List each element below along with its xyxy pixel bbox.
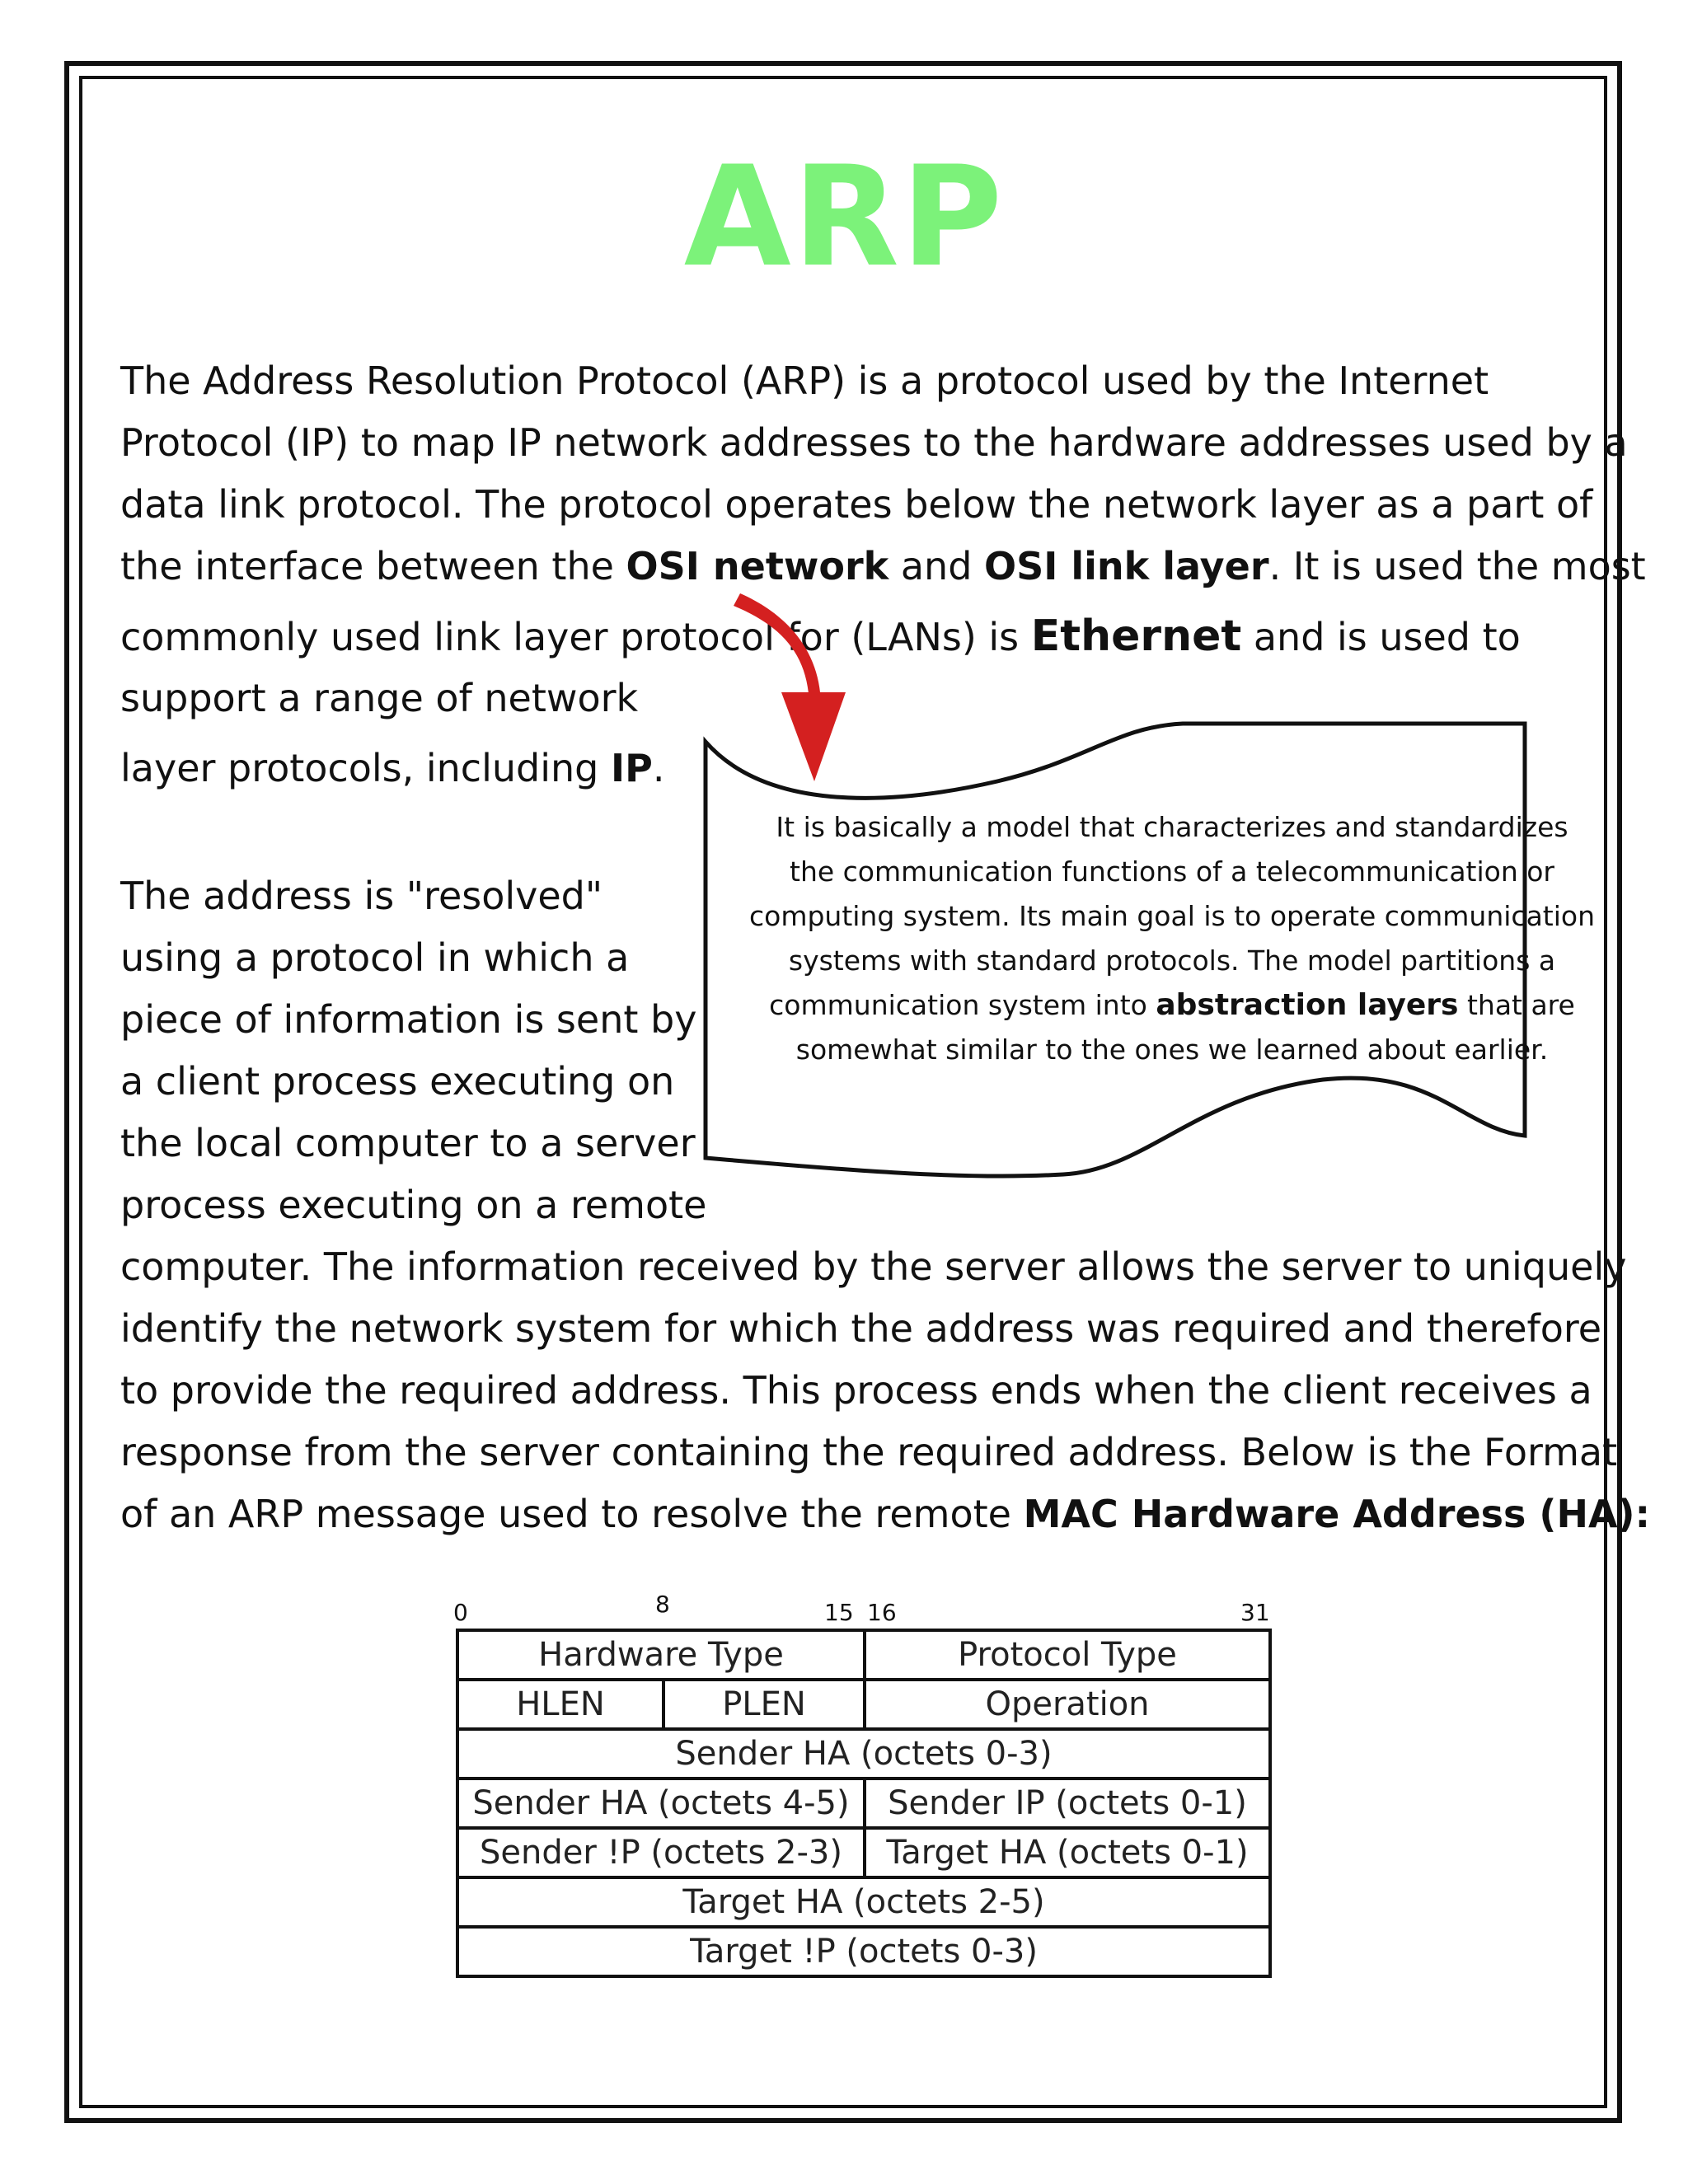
bit-label-16: 16 bbox=[867, 1599, 897, 1626]
protocol-type-cell: Protocol Type bbox=[865, 1630, 1270, 1680]
sender-ip-0-1-cell: Sender IP (octets 0-1) bbox=[865, 1779, 1270, 1828]
bit-label-8: 8 bbox=[655, 1591, 670, 1618]
callout-text-part: communication system into bbox=[769, 989, 1156, 1021]
bit-label-15: 15 bbox=[824, 1599, 854, 1626]
sender-ip-2-3-cell: Sender !P (octets 2-3) bbox=[457, 1828, 865, 1877]
resolved-line-3: piece of information is sent by bbox=[120, 997, 697, 1042]
intro-line-3: data link protocol. The protocol operates below the network layer as a part of bbox=[120, 482, 1593, 527]
intro-line-1: The Address Resolution Protocol (ARP) is a protocol used by the Internet bbox=[120, 359, 1489, 403]
resolved-line-5: the local computer to a server bbox=[120, 1121, 696, 1165]
bit-label-0: 0 bbox=[453, 1599, 468, 1626]
bit-label-31: 31 bbox=[1240, 1599, 1270, 1626]
resolved-line-11 bbox=[120, 1483, 1650, 1545]
target-ha-0-1-cell: Target HA (octets 0-1) bbox=[865, 1828, 1270, 1877]
hardware-type-cell: Hardware Type bbox=[457, 1630, 865, 1680]
osi-link-layer-term: OSI link layer bbox=[984, 544, 1269, 588]
osi-network-term: OSI network bbox=[626, 544, 889, 588]
intro-text: layer protocols, including bbox=[120, 746, 611, 790]
resolved-line-7: computer. The information received by the server allows the server to uniquely bbox=[120, 1244, 1627, 1289]
ip-term: IP bbox=[611, 746, 653, 790]
table-row bbox=[457, 1779, 1270, 1828]
callout-text bbox=[719, 805, 1625, 1072]
intro-text: commonly used link layer protocol for (LANs) is bbox=[120, 615, 1031, 659]
callout-line: the communication functions of a telecommunication or bbox=[790, 855, 1554, 888]
resolved-line-10: response from the server containing the required address. Below is the Format bbox=[120, 1430, 1618, 1474]
intro-text: . It is used the most bbox=[1268, 544, 1646, 588]
hlen-cell: HLEN bbox=[457, 1680, 663, 1729]
intro-text: the interface between the bbox=[120, 544, 626, 588]
callout-line: systems with standard protocols. The model partitions a bbox=[788, 944, 1556, 977]
table-row bbox=[457, 1680, 1270, 1729]
table-row bbox=[457, 1877, 1270, 1927]
callout-line: somewhat similar to the ones we learned about earlier. bbox=[795, 1033, 1549, 1066]
table-row bbox=[457, 1828, 1270, 1877]
intro-line-6: support a range of network bbox=[120, 676, 639, 720]
callout-line bbox=[719, 983, 1625, 1028]
mac-hardware-address-term: MAC Hardware Address (HA): bbox=[1023, 1492, 1650, 1536]
intro-text: . bbox=[652, 746, 665, 790]
operation-cell: Operation bbox=[865, 1680, 1270, 1729]
intro-text: and is used to bbox=[1241, 615, 1521, 659]
sender-ha-4-5-cell: Sender HA (octets 4-5) bbox=[457, 1779, 865, 1828]
resolved-line-2: using a protocol in which a bbox=[120, 935, 630, 980]
target-ha-2-5-cell: Target HA (octets 2-5) bbox=[457, 1877, 1270, 1927]
table-row bbox=[457, 1927, 1270, 1976]
resolved-line-6: process executing on a remote bbox=[120, 1183, 707, 1227]
abstraction-layers-term: abstraction layers bbox=[1156, 988, 1459, 1022]
callout-line: It is basically a model that characterizes and standardizes bbox=[776, 811, 1568, 843]
red-arrow-icon bbox=[725, 593, 849, 791]
ethernet-term: Ethernet bbox=[1030, 612, 1242, 661]
intro-text: and bbox=[889, 544, 985, 588]
table-row bbox=[457, 1630, 1270, 1680]
sender-ha-0-3-cell: Sender HA (octets 0-3) bbox=[457, 1729, 1270, 1779]
resolved-line-1: The address is "resolved" bbox=[120, 874, 603, 918]
plen-cell: PLEN bbox=[663, 1680, 865, 1729]
intro-line-2: Protocol (IP) to map IP network addresses to the hardware addresses used by a bbox=[120, 420, 1628, 465]
arp-message-format-table bbox=[456, 1629, 1272, 1978]
page-title: ARP bbox=[683, 136, 1005, 298]
intro-line-7 bbox=[120, 738, 664, 799]
resolved-line-4: a client process executing on bbox=[120, 1059, 675, 1104]
callout-line: computing system. Its main goal is to operate communication bbox=[748, 900, 1596, 932]
resolved-line-8: identify the network system for which the address was required and therefore bbox=[120, 1306, 1602, 1351]
callout-text-part: that are bbox=[1458, 989, 1575, 1021]
resolved-line-9: to provide the required address. This process ends when the client receives a bbox=[120, 1368, 1592, 1413]
table-row bbox=[457, 1729, 1270, 1779]
target-ip-0-3-cell: Target !P (octets 0-3) bbox=[457, 1927, 1270, 1976]
resolved-text: of an ARP message used to resolve the remote bbox=[120, 1492, 1024, 1536]
intro-line-4 bbox=[120, 536, 1646, 598]
